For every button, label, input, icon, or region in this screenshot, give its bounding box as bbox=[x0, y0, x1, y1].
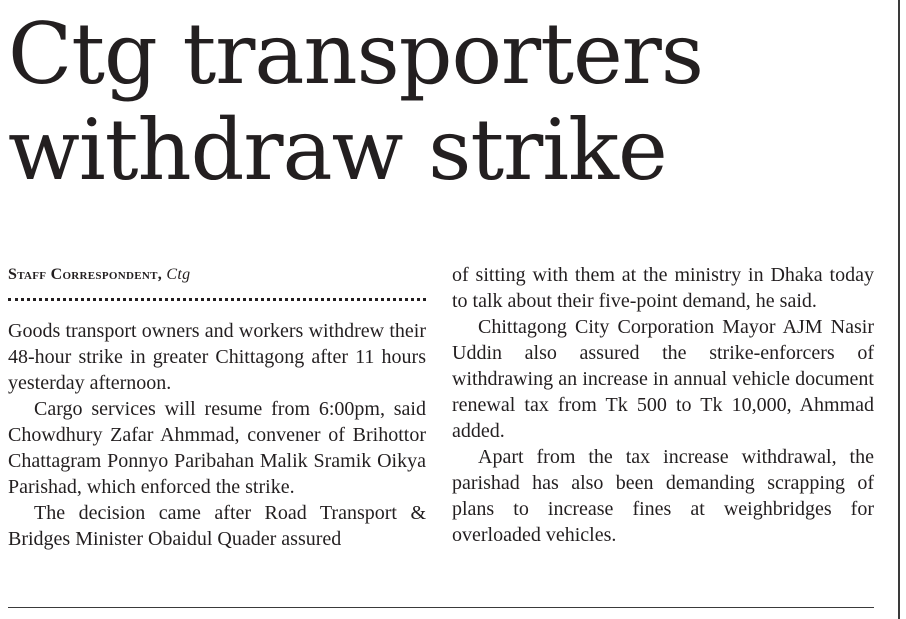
paragraph: Cargo services will resume from 6:00pm, said Chowdhury Zafar Ahmmad, convener of Brihottor Chattagram Ponnyo Paribahan Malik Sramik Oikya Parishad, which enforced the strike. bbox=[8, 398, 426, 498]
article-column-1 bbox=[8, 318, 426, 552]
column-divider bbox=[898, 0, 900, 619]
paragraph: Goods transport owners and workers withdrew their 48-hour strike in greater Chittagong after 11 hours yesterday afternoon. bbox=[8, 320, 426, 394]
headline-line-1: Ctg transporters bbox=[8, 5, 703, 103]
bottom-rule bbox=[8, 607, 874, 608]
headline bbox=[8, 6, 888, 198]
byline-author: Staff Correspondent, bbox=[8, 266, 163, 283]
paragraph: Apart from the tax increase withdrawal, the parishad has also been demanding scrapping of plans to increase fines at weighbridges for overloaded vehicles. bbox=[452, 446, 874, 546]
dotted-separator bbox=[8, 298, 426, 301]
article-column-2 bbox=[452, 262, 874, 548]
byline-location: Ctg bbox=[166, 266, 191, 283]
byline bbox=[8, 266, 190, 284]
paragraph: of sitting with them at the ministry in Dhaka today to talk about their five-point demand, he said. bbox=[452, 264, 874, 312]
headline-line-2: withdraw strike bbox=[8, 101, 667, 199]
paragraph: The decision came after Road Transport & Bridges Minister Obaidul Quader assured bbox=[8, 502, 426, 550]
paragraph: Chittagong City Corporation Mayor AJM Nasir Uddin also assured the strike-enforcers of withdrawing an increase in annual vehicle document renewal tax from Tk 500 to Tk 10,000, Ahmmad added. bbox=[452, 316, 874, 442]
